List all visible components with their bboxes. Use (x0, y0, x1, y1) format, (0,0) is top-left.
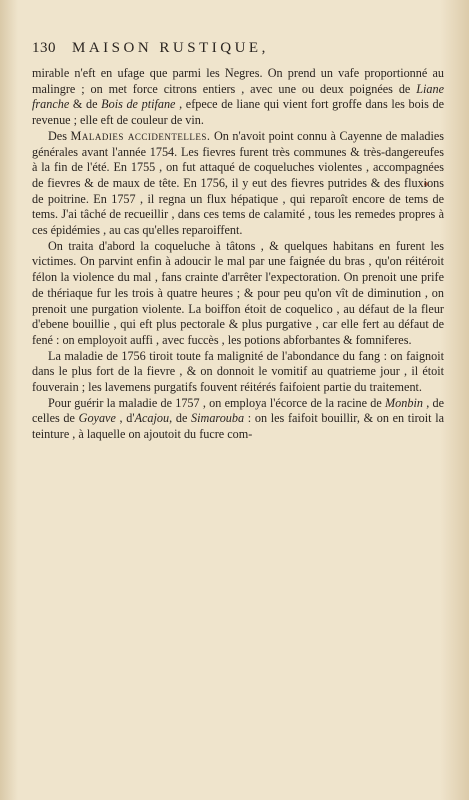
text-run: , de (169, 411, 192, 426)
text-run: La maladie de 1756 tiroit toute fa malignité de l'abondance du fang : on faignoit dans le plus fort de la fievre , & on donnoit le vomitif au quatrieme jour , il étoit fouverain ; les lavemens purgatifs fouvent réitérés faifoient partie du traitement. (32, 348, 444, 395)
italic-term: Acajou (134, 411, 170, 426)
paragraph (32, 66, 444, 129)
page-header (32, 40, 452, 57)
running-head: MAISON RUSTIQUE, (72, 40, 269, 56)
paragraph (32, 239, 444, 349)
italic-term: Bois de ptifane (101, 97, 176, 112)
text-run: : on les faifoit bouillir, & on en tiroit la teinture , à laquelle on ajoutoit du fucre com- (32, 411, 444, 442)
text-run: On traita d'abord la coqueluche à tâtons , & quelques habitans en furent les victimes. On parvint enfin à adoucir le mal par une faignée du bras , qu'on réitéroit félon la violence du mal , fans crainte d'arrêter l'expectoration. On prenoit une prife de thériaque fur les trois à quatre heures ; & pour peu qu'on vît de diminution , on prenoit une purgation violente. La boiffon étoit de coquelico , au défaut de la fleur d'ebene bouillie , qui eft plus pectorale & plus purgative , car elle fert au défaut de fené : on employoit auffi , avec fuccès , les potions abforbantes & fomniferes. (32, 238, 444, 347)
text-run: & de (69, 97, 102, 112)
paragraph (32, 129, 444, 239)
section-heading: Maladies accidentelles. (70, 128, 211, 143)
text-run: On n'avoit point connu à Cayenne de maladies générales avant l'année 1754. Les fievres furent très communes & très-dangereufes à la fin de l'été. En 1755 , on fut attaqué de coqueluches violentes , accompagnées de fievres & de maux de tête. En 1756, il y eut des fievres putrides & des fluxions de poitrine. En 1757 , il regna un flux hépatique , qui reparoît encore de tems de tems. J'ai tâché de recueillir , dans ces tems de calamité , tous les remedes propres à ces épidémies , au cas qu'elles reparoiffent. (32, 128, 444, 238)
italic-term: Liane franche (32, 81, 444, 112)
italic-term: Simarouba (191, 411, 245, 426)
text-run: Pour guérir la maladie de 1757 , on employa l'écorce de la racine de (48, 395, 386, 410)
text-run: , d' (115, 411, 135, 426)
paragraph (32, 396, 444, 443)
text-run: , efpece de liane qui vient fort groffe dans les bois de revenue ; elle eft de couleur de vin. (32, 97, 444, 128)
text-run: , de celles de (32, 395, 444, 426)
text-run: Des (48, 128, 71, 143)
paragraph (32, 349, 444, 396)
page-number: 130 (32, 40, 56, 56)
italic-term: Goyave (78, 411, 116, 426)
text-run: mirable n'eft en ufage que parmi les Negres. On prend un vafe proportionné au malingre ; on met force citrons entiers , avec une ou deux poignées de (32, 66, 444, 96)
italic-term: Monbin (385, 395, 423, 410)
body-text (32, 66, 444, 443)
